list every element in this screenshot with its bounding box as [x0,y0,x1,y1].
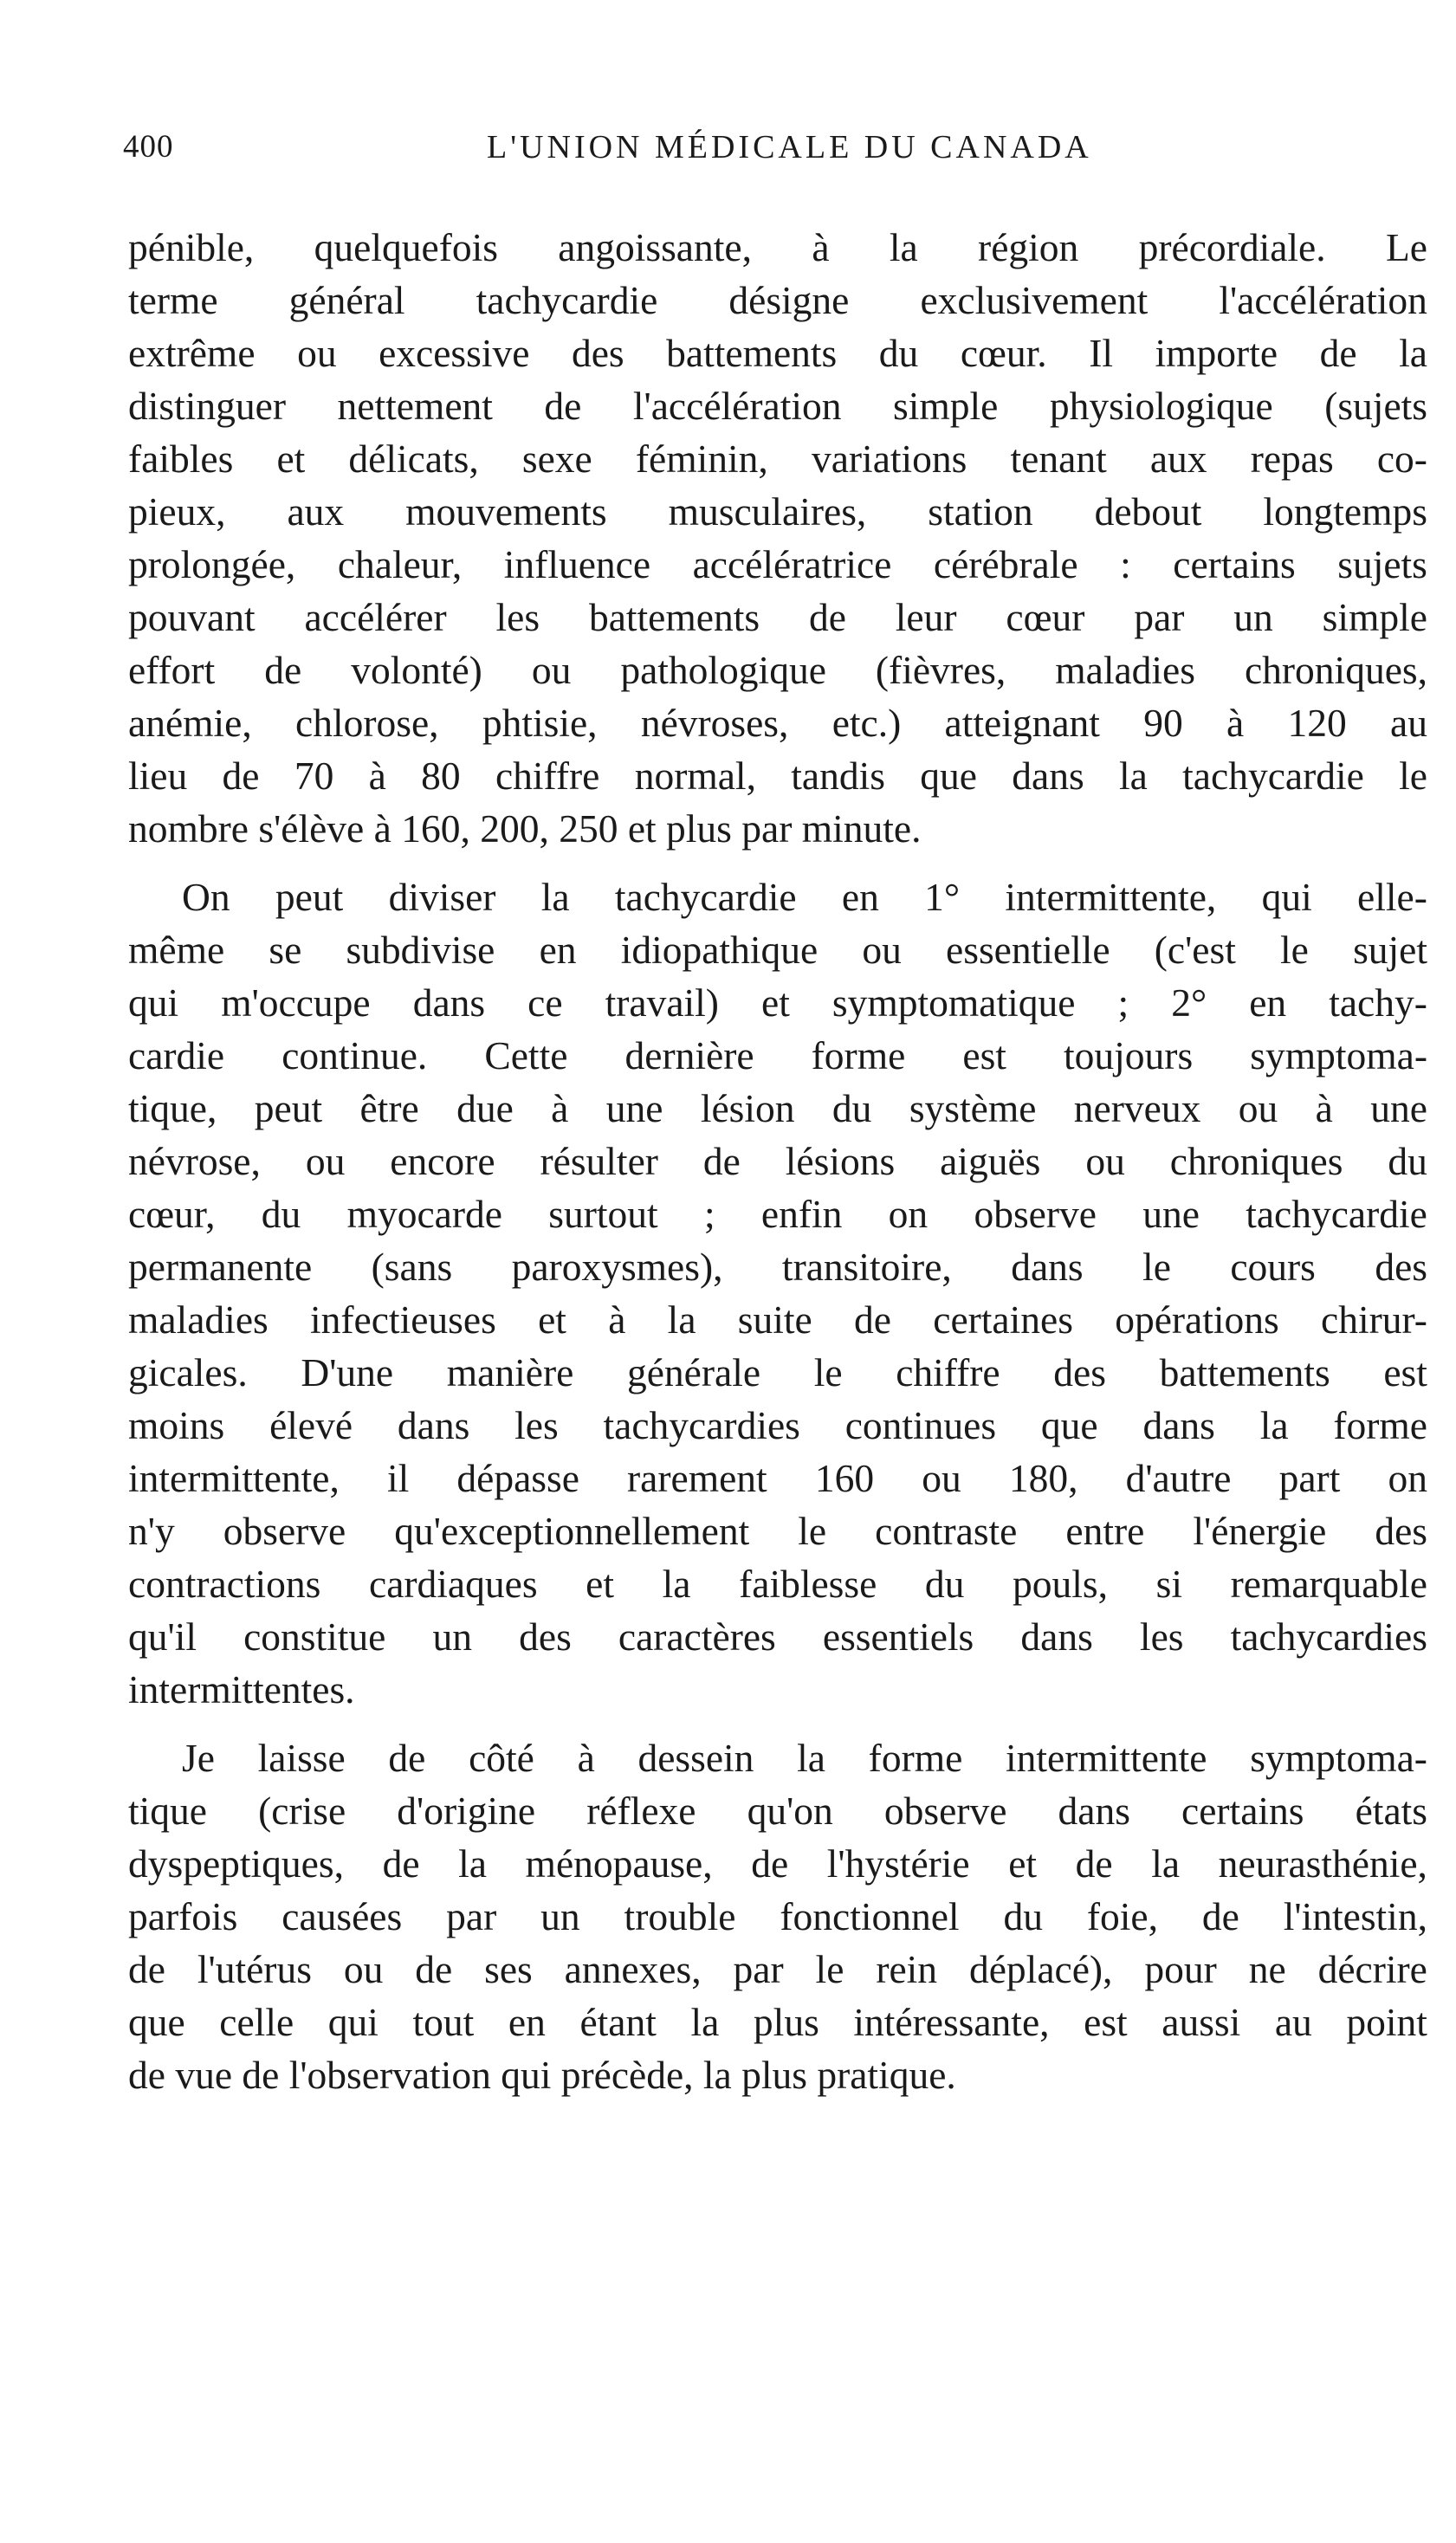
text-line: cœur, du myocarde surtout ; enfin on observe une tachycardie [128,1192,1427,1236]
text-line: pieux, aux mouvements musculaires, station debout longtemps [128,489,1427,534]
paragraph [128,1731,1427,2101]
text-line: distinguer nettement de l'accélération simple physiologique (sujets [128,384,1427,428]
text-line: maladies infectieuses et à la suite de certaines opérations chirur- [128,1297,1427,1342]
body-text [128,221,1427,2101]
text-line: effort de volonté) ou pathologique (fièvres, maladies chroniques, [128,648,1427,692]
text-line: faibles et délicats, sexe féminin, variations tenant aux repas co- [128,437,1427,481]
text-line: prolongée, chaleur, influence accélératrice cérébrale : certains sujets [128,542,1427,586]
page-header [123,128,1431,180]
text-line: On peut diviser la tachycardie en 1° intermittente, qui elle- [182,875,1427,919]
text-line: pénible, quelquefois angoissante, à la région précordiale. Le [128,225,1427,269]
paragraph-gap [128,1716,1427,1731]
text-line: n'y observe qu'exceptionnellement le contraste entre l'énergie des [128,1509,1427,1553]
text-line: extrême ou excessive des battements du cœur. Il importe de la [128,331,1427,375]
text-line: tique (crise d'origine réflexe qu'on observe dans certains états [128,1789,1427,1833]
text-line: Je laisse de côté à dessein la forme intermittente symptoma- [182,1736,1427,1780]
text-line: parfois causées par un trouble fonctionnel du foie, de l'intestin, [128,1894,1427,1938]
paragraph-gap [128,855,1427,870]
text-line: lieu de 70 à 80 chiffre normal, tandis que dans la tachycardie le [128,754,1427,798]
text-line: même se subdivise en idiopathique ou essentielle (c'est le sujet [128,928,1427,972]
text-line: permanente (sans paroxysmes), transitoire, dans le cours des [128,1245,1427,1289]
text-line: terme général tachycardie désigne exclusivement l'accélération [128,278,1427,322]
text-line: moins élevé dans les tachycardies continues que dans la forme [128,1403,1427,1447]
paragraph [128,870,1427,1716]
text-line: contractions cardiaques et la faiblesse du pouls, si remarquable [128,1562,1427,1606]
text-line: cardie continue. Cette dernière forme est toujours symptoma- [128,1033,1427,1077]
text-line: intermittente, il dépasse rarement 160 ou 180, d'autre part on [128,1456,1427,1500]
text-line: de vue de l'observation qui précède, la plus pratique. [128,2053,956,2097]
text-line: de l'utérus ou de ses annexes, par le rein déplacé), pour ne décrire [128,1947,1427,1991]
text-line: intermittentes. [128,1667,355,1712]
text-line: tique, peut être due à une lésion du système nerveux ou à une [128,1086,1427,1130]
running-head: L'UNION MÉDICALE DU CANADA [487,129,1092,165]
text-line: que celle qui tout en étant la plus intéressante, est aussi au point [128,2000,1427,2044]
text-line: qui m'occupe dans ce travail) et symptomatique ; 2° en tachy- [128,980,1427,1025]
text-line: anémie, chlorose, phtisie, névroses, etc.) atteignant 90 à 120 au [128,701,1427,745]
text-line: nombre s'élève à 160, 200, 250 et plus par minute. [128,806,922,851]
text-line: dyspeptiques, de la ménopause, de l'hystérie et de la neurasthénie, [128,1841,1427,1886]
text-line: gicales. D'une manière générale le chiffre des battements est [128,1350,1427,1394]
paragraph [128,221,1427,855]
text-line: névrose, ou encore résulter de lésions aiguës ou chroniques du [128,1139,1427,1183]
page-number: 400 [123,129,174,165]
text-line: qu'il constitue un des caractères essentiels dans les tachycardies [128,1614,1427,1659]
text-line: pouvant accélérer les battements de leur cœur par un simple [128,595,1427,639]
